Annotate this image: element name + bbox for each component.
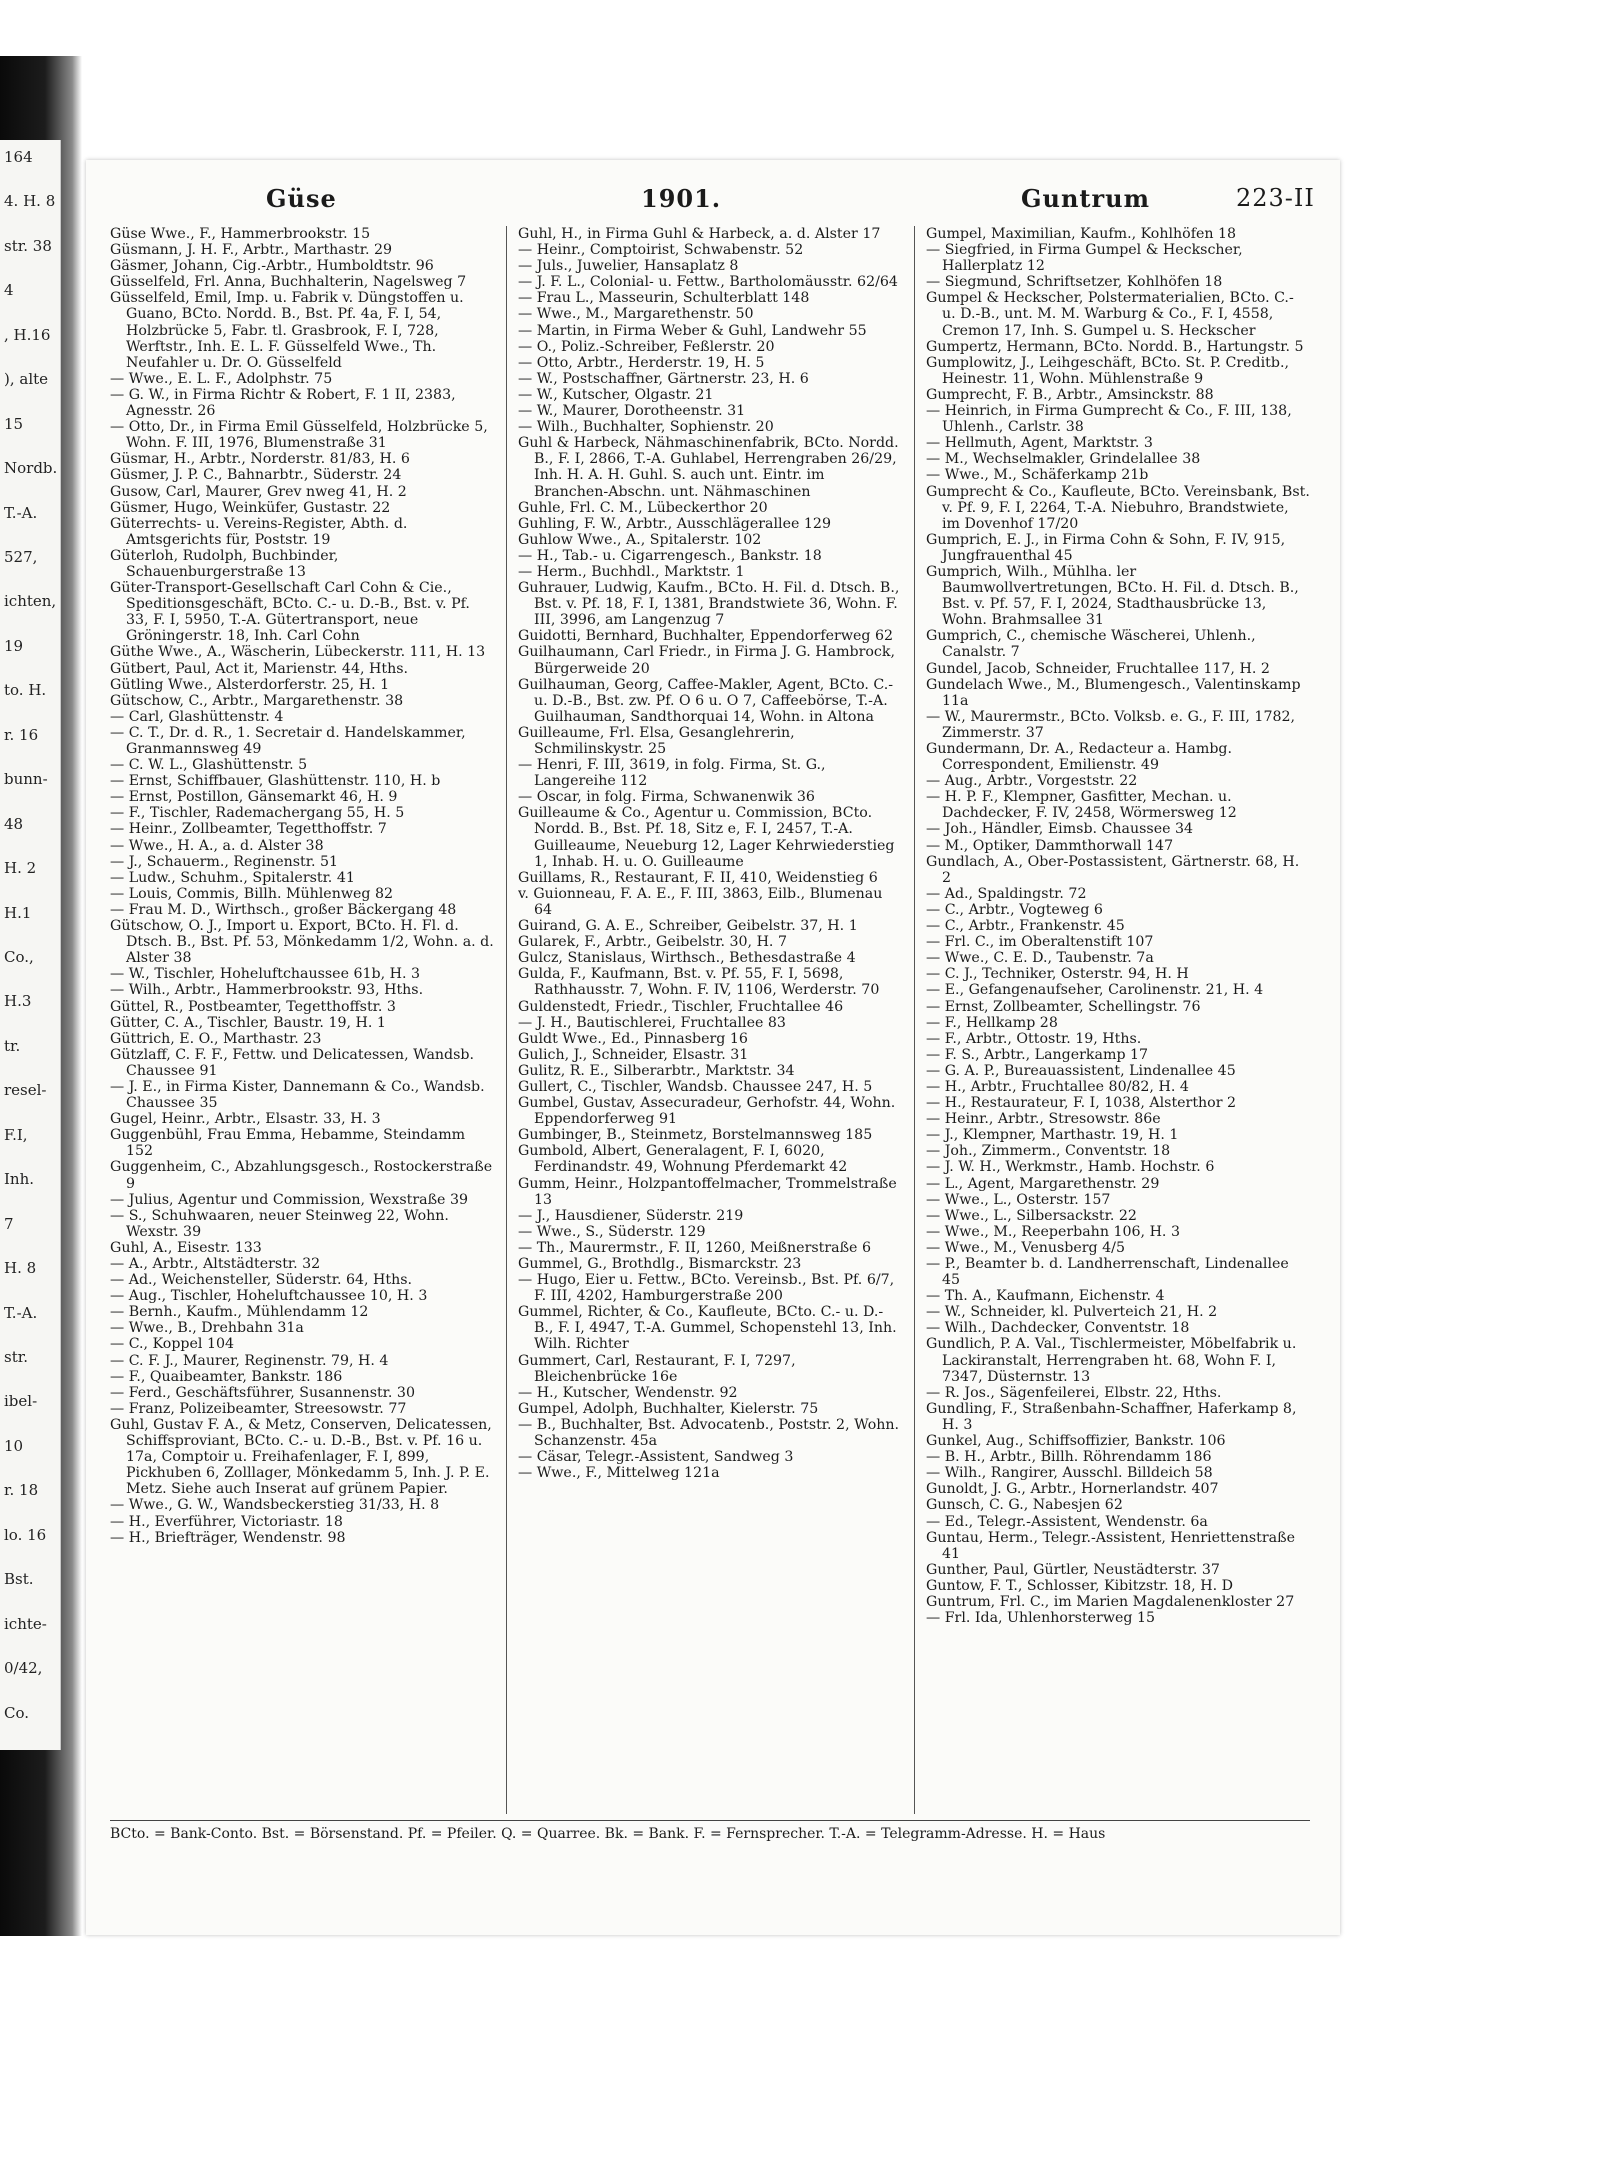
directory-entry: — C. J., Techniker, Osterstr. 94, H. H	[926, 966, 1189, 983]
directory-entry: — B., Buchhalter, Bst. Advocatenb., Poststr. 2, Wohn. Schanzenstr. 45a	[518, 1416, 900, 1450]
directory-entry: — Aug., Arbtr., Vorgeststr. 22	[926, 773, 1138, 790]
directory-entry: — Henri, F. III, 3619, in folg. Firma, St. G., Langereihe 112	[518, 757, 826, 790]
directory-entry: — Wwe., M., Venusberg 4/5	[926, 1239, 1125, 1256]
directory-entry: — Wwe., M., Reeperbahn 106, H. 3	[926, 1223, 1180, 1240]
directory-entry: Guntow, F. T., Schlosser, Kibitzstr. 18, H. D	[926, 1577, 1233, 1594]
directory-entry: — Ed., Telegr.-Assistent, Wendenstr. 6a	[926, 1513, 1208, 1530]
directory-entry: Gundlach, A., Ober-Postassistent, Gärtnerstr. 68, H. 2	[926, 853, 1300, 886]
directory-entry: Guhl, A., Eisestr. 133	[110, 1239, 262, 1256]
directory-entry: — C., Arbtr., Vogteweg 6	[926, 901, 1103, 918]
directory-entry: Güsmar, H., Arbtr., Norderstr. 81/83, H. 6	[110, 451, 410, 468]
directory-entry: — Wilh., Arbtr., Hammerbrookstr. 93, Hths.	[110, 982, 424, 999]
directory-entry: — Ad., Spaldingstr. 72	[926, 885, 1087, 902]
directory-entry: Guilhauman, Georg, Caffee-Makler, Agent, BCto. C.- u. D.-B., Bst. zw. Pf. O 6 u. O 7, Caffeebörse, T.-A. Guilhauman, Sandthorquai 14, Wohn. in Altona	[518, 676, 894, 725]
directory-entry: — Wilh., Rangirer, Ausschl. Billdeich 58	[926, 1465, 1213, 1482]
column-3	[926, 226, 1310, 1816]
directory-entry: — Th. A., Kaufmann, Eichenstr. 4	[926, 1288, 1165, 1305]
directory-entry: Güsselfeld, Frl. Anna, Buchhalterin, Nagelsweg 7	[110, 274, 467, 291]
directory-entry: Guilleaume & Co., Agentur u. Commission, BCto. Nordd. B., Bst. Pf. 18, Sitz e, F. I, 2457, T.-A. Guilleaume, Neueburg 12, Lager Kehrwiederstieg 1, Inhab. H. u. O. Guilleaume	[518, 805, 895, 870]
directory-entry: — C. T., Dr. d. R., 1. Secretair d. Handelskammer, Granmannsweg 49	[110, 724, 466, 757]
directory-entry: — S., Schuhwaaren, neuer Steinweg 22, Wohn. Wexstr. 39	[110, 1207, 449, 1240]
directory-entry: Gumpel, Maximilian, Kaufm., Kohlhöfen 18	[926, 226, 1237, 242]
directory-entry: Gummel, G., Brothdlg., Bismarckstr. 23	[518, 1256, 802, 1272]
previous-page-text: Bst.	[4, 1570, 34, 1589]
directory-entry: — Frl. Ida, Uhlenhorsterweg 15	[926, 1610, 1156, 1627]
directory-entry: Gulich, J., Schneider, Elsastr. 31	[518, 1046, 749, 1063]
directory-entry: — Franz, Polizeibeamter, Streesowstr. 77	[110, 1400, 407, 1417]
directory-entry: Gützlaff, C. F. F., Fettw. und Delicatessen, Wandsb. Chaussee 91	[110, 1046, 474, 1079]
previous-page-text: lo. 16	[4, 1525, 47, 1544]
directory-entry: — Hugo, Eier u. Fettw., BCto. Vereinsb., Bst. Pf. 6/7, F. III, 4202, Hamburgerstraße 200	[518, 1272, 895, 1305]
directory-entry: — Frau M. D., Wirthsch., großer Bäckergang 48	[110, 901, 457, 918]
directory-entry: — Wwe., M., Margarethenstr. 50	[518, 306, 754, 323]
directory-entry: Guggenheim, C., Abzahlungsgesch., Rostockerstraße 9	[110, 1159, 493, 1192]
directory-entry: Guhling, F. W., Arbtr., Ausschlägerallee 129	[518, 515, 831, 532]
directory-entry: — E., Gefangenaufseher, Carolinenstr. 21, H. 4	[926, 982, 1264, 999]
previous-page-text: 7	[4, 1214, 14, 1233]
directory-entry: — C., Koppel 104	[110, 1336, 235, 1353]
directory-entry: — O., Poliz.-Schreiber, Feßlerstr. 20	[518, 338, 775, 355]
directory-entry: — Wwe., F., Mittelweg 121a	[518, 1465, 720, 1482]
directory-entry: — J., Klempner, Marthastr. 19, H. 1	[926, 1127, 1179, 1144]
abbreviation-legend: BCto. = Bank-Conto. Bst. = Börsenstand. Pf. = Pfeiler. Q. = Quarree. Bk. = Bank. F. = Fernsprecher. T.-A. = Telegramm-Adresse. H. = Haus	[110, 1826, 1106, 1842]
directory-entry: — L., Agent, Margarethenstr. 29	[926, 1175, 1160, 1192]
directory-entry: Guhl & Harbeck, Nähmaschinenfabrik, BCto. Nordd. B., F. I, 2866, T.-A. Guhlabel, Herrengraben 26/29, Inh. H. A. H. Guhl. S. auch unt. Eintr. im Branchen-Abschn. unt. Nähmaschinen	[518, 435, 899, 500]
directory-entry: Gunther, Paul, Gürtler, Neustädterstr. 37	[926, 1561, 1220, 1578]
directory-entry: — J. F. L., Colonial- u. Fettw., Bartholomäusstr. 62/64	[518, 274, 898, 291]
directory-entry: — Wwe., L., Silbersackstr. 22	[926, 1207, 1137, 1224]
directory-entry: — Ferd., Geschäftsführer, Susannenstr. 30	[110, 1384, 415, 1401]
directory-entry: — F., Tischler, Rademachergang 55, H. 5	[110, 805, 405, 822]
directory-entry: Güttrich, E. O., Marthastr. 23	[110, 1030, 322, 1047]
directory-entry: Gumprich, E. J., in Firma Cohn & Sohn, F. IV, 915, Jungfrauenthal 45	[926, 531, 1286, 564]
directory-entry: — W., Tischler, Hoheluftchaussee 61b, H. 3	[110, 966, 421, 983]
directory-entry: — H., Kutscher, Wendenstr. 92	[518, 1384, 738, 1401]
directory-entry: Guhl, Gustav F. A., & Metz, Conserven, Delicatessen, Schiffsproviant, BCto. C.- u. D.-B., Bst. v. Pf. 16 u. 17a, Comptoir u. Freihafenlager, F. I, 899, Pickhuben 6, Zolllager, Mönkedamm 5, Inh. J. P. E. Metz. Siehe auch Inserat auf grünem Papier.	[110, 1416, 492, 1498]
previous-page-text: , H.16	[4, 325, 51, 344]
directory-entry: — Ad., Weichensteller, Süderstr. 64, Hths.	[110, 1272, 413, 1289]
previous-page-text: F.I,	[4, 1125, 28, 1144]
previous-page-text: 164	[4, 148, 33, 166]
previous-page-text: str. 38	[4, 236, 52, 255]
directory-entry: Guntau, Herm., Telegr.-Assistent, Henriettenstraße 41	[926, 1529, 1295, 1562]
directory-entry: — C. W. L., Glashüttenstr. 5	[110, 757, 308, 774]
directory-entry: — Siegmund, Schriftsetzer, Kohlhöfen 18	[926, 274, 1223, 291]
directory-entry: — J. W. H., Werkmstr., Hamb. Hochstr. 6	[926, 1159, 1215, 1176]
directory-entry: Gütter, C. A., Tischler, Baustr. 19, H. 1	[110, 1014, 386, 1031]
directory-entry: Güttel, R., Postbeamter, Tegetthoffstr. 3	[110, 998, 396, 1015]
directory-entry: Guilhaumann, Carl Friedr., in Firma J. G. Hambrock, Bürgerweide 20	[518, 644, 895, 677]
directory-entry: — Cäsar, Telegr.-Assistent, Sandweg 3	[518, 1449, 794, 1466]
directory-entry: Guhlow Wwe., A., Spitalerstr. 102	[518, 531, 762, 548]
directory-entry: — F., Arbtr., Ottostr. 19, Hths.	[926, 1030, 1142, 1047]
directory-entry: Güter-Transport-Gesellschaft Carl Cohn & Cie., Speditionsgeschäft, BCto. C.- u. D.-B., Bst. v. Pf. 33, F. I, 5950, T.-A. Gütertransport, neue Gröningerstr. 18, Inh. Carl Cohn	[110, 580, 470, 645]
directory-entry: — W., Schneider, kl. Pulverteich 21, H. 2	[926, 1304, 1218, 1321]
directory-entry: Gütling Wwe., Alsterdorferstr. 25, H. 1	[110, 676, 390, 693]
directory-entry: Güsselfeld, Emil, Imp. u. Fabrik v. Düngstoffen u. Guano, BCto. Nordd. B., Bst. Pf. 4a, F. I, 54, Holzbrücke 5, Fabr. tl. Grasbrook, F. I, 728, Werftstr., Inh. E. L. F. Güsselfeld Wwe., Th. Neufahler u. Dr. O. Güsselfeld	[110, 290, 464, 371]
directory-entry: — H., Everführer, Victoriastr. 18	[110, 1513, 343, 1530]
directory-entry: — Aug., Tischler, Hoheluftchaussee 10, H. 3	[110, 1288, 428, 1305]
directory-entry: — J., Schauerm., Reginenstr. 51	[110, 853, 339, 870]
directory-entry: Gütbert, Paul, Act it, Marienstr. 44, Hths.	[110, 660, 409, 677]
directory-entry: — M., Optiker, Dammthorwall 147	[926, 837, 1174, 854]
previous-page-fragment	[0, 140, 61, 1750]
footer-divider	[110, 1820, 1310, 1821]
previous-page-text: 48	[4, 814, 24, 833]
directory-entry: Gusow, Carl, Maurer, Grev nweg 41, H. 2	[110, 483, 407, 500]
page-header	[86, 184, 1340, 224]
directory-entry: Gumprich, C., chemische Wäscherei, Uhlenh., Canalstr. 7	[926, 628, 1256, 661]
directory-entry: — Carl, Glashüttenstr. 4	[110, 708, 284, 725]
directory-entry: — Ernst, Schiffbauer, Glashüttenstr. 110, H. b	[110, 773, 441, 790]
directory-entry: — Joh., Zimmerm., Conventstr. 18	[926, 1143, 1171, 1160]
directory-entry: Gumpel, Adolph, Buchhalter, Kielerstr. 75	[518, 1400, 819, 1417]
directory-entry: — Wwe., S., Süderstr. 129	[518, 1223, 706, 1240]
directory-entry: Gumplowitz, J., Leihgeschäft, BCto. St. P. Creditb., Heinestr. 11, Wohn. Mühlenstraße 9	[926, 354, 1289, 387]
directory-entry: Gundling, F., Straßenbahn-Schaffner, Haferkamp 8, H. 3	[926, 1400, 1297, 1433]
directory-entry: — C., Arbtr., Frankenstr. 45	[926, 918, 1125, 935]
directory-entry: — W., Maurer, Dorotheenstr. 31	[518, 403, 746, 420]
page-number: 223-II	[1236, 184, 1315, 212]
directory-entry: Gulitz, R. E., Silberarbtr., Marktstr. 34	[518, 1062, 795, 1079]
directory-entry: Gundlich, P. A. Val., Tischlermeister, Möbelfabrik u. Lackiranstalt, Herrengraben ht. 68, Wohn F. I, 7347, Düsternstr. 13	[926, 1336, 1297, 1385]
previous-page-text: H.1	[4, 903, 32, 922]
directory-entry: — Julius, Agentur und Commission, Wexstraße 39	[110, 1191, 469, 1208]
directory-entry: — H., Tab.- u. Cigarrengesch., Bankstr. 18	[518, 547, 822, 564]
directory-entry: Güse Wwe., F., Hammerbrookstr. 15	[110, 226, 371, 242]
directory-entry: Gunsch, C. G., Nabesjen 62	[926, 1497, 1123, 1514]
directory-entry: — J. H., Bautischlerei, Fruchtallee 83	[518, 1014, 786, 1031]
directory-entry: Gumpertz, Hermann, BCto. Nordd. B., Hartungstr. 5	[926, 338, 1304, 355]
directory-entry: — B. H., Arbtr., Billh. Röhrendamm 186	[926, 1449, 1212, 1466]
directory-entry: — A., Arbtr., Altstädterstr. 32	[110, 1256, 321, 1272]
directory-entry: Gunkel, Aug., Schiffsoffizier, Bankstr. 106	[926, 1433, 1226, 1450]
directory-entry: Guillams, R., Restaurant, F. II, 410, Weidenstieg 6	[518, 869, 878, 886]
directory-entry: — Louis, Commis, Billh. Mühlenweg 82	[110, 885, 394, 902]
directory-entry: — W., Kutscher, Olgastr. 21	[518, 386, 714, 403]
directory-entry: Guggenbühl, Frau Emma, Hebamme, Steindamm 152	[110, 1127, 466, 1160]
directory-entry: Guldenstedt, Friedr., Tischler, Fruchtallee 46	[518, 998, 844, 1015]
directory-entry: Güthe Wwe., A., Wäscherin, Lübeckerstr. 111, H. 13	[110, 644, 486, 661]
previous-page-text: 4. H. 8	[4, 192, 56, 211]
directory-entry: — J. E., in Firma Kister, Dannemann & Co., Wandsb. Chaussee 35	[110, 1078, 485, 1112]
directory-entry: — Wilh., Buchhalter, Sophienstr. 20	[518, 419, 774, 436]
directory-entry: Guntrum, Frl. C., im Marien Magdalenenkloster 27	[926, 1593, 1295, 1610]
directory-entry: — F., Quaibeamter, Bankstr. 186	[110, 1368, 343, 1385]
directory-entry: — Ernst, Zollbeamter, Schellingstr. 76	[926, 998, 1201, 1015]
header-left-keyword: Güse	[266, 184, 337, 213]
directory-entry: — Wilh., Dachdecker, Conventstr. 18	[926, 1320, 1190, 1337]
directory-entry: Gulda, F., Kaufmann, Bst. v. Pf. 55, F. I, 5698, Rathhausstr. 7, Wohn. F. IV, 1106, Werderstr. 70	[518, 966, 880, 999]
directory-entry: v. Guionneau, F. A. E., F. III, 3863, Eilb., Blumenau 64	[518, 885, 883, 918]
directory-entry: Guidotti, Bernhard, Buchhalter, Eppendorferweg 62	[518, 628, 894, 645]
directory-entry: Gullert, C., Tischler, Wandsb. Chaussee 247, H. 5	[518, 1078, 873, 1095]
previous-page-text: T.-A.	[4, 503, 38, 522]
directory-entry: — Wwe., C. E. D., Taubenstr. 7a	[926, 950, 1154, 967]
directory-entry: — Wwe., G. W., Wandsbeckerstieg 31/33, H. 8	[110, 1497, 440, 1514]
previous-page-text: str.	[4, 1348, 29, 1366]
previous-page-text: 15	[4, 414, 24, 433]
directory-entry: Gumpel & Heckscher, Polstermaterialien, BCto. C.- u. D.-B., unt. M. M. Warburg & Co., F. I, 4558, Cremon 17, Inh. S. Gumpel u. S. Heckscher	[926, 290, 1294, 339]
previous-page-text: r. 16	[4, 725, 39, 744]
directory-entry: Gütschow, C., Arbtr., Margarethenstr. 38	[110, 692, 404, 709]
directory-entry: — G. A. P., Bureauassistent, Lindenallee 45	[926, 1062, 1236, 1079]
previous-page-text: 4	[4, 281, 14, 300]
directory-entry: Güterloh, Rudolph, Buchbinder, Schauenburgerstraße 13	[110, 547, 339, 580]
directory-entry: Güsmer, Hugo, Weinküfer, Gustastr. 22	[110, 499, 391, 516]
directory-entry: — J., Hausdiener, Süderstr. 219	[518, 1207, 744, 1224]
column-2	[518, 226, 902, 1816]
directory-entry: — W., Maurermstr., BCto. Volksb. e. G., F. III, 1782, Zimmerstr. 37	[926, 708, 1296, 741]
directory-entry: — Ernst, Postillon, Gänsemarkt 46, H. 9	[110, 789, 398, 806]
directory-entry: — P., Beamter b. d. Landherrenschaft, Lindenallee 45	[926, 1256, 1289, 1289]
directory-entry: — Wwe., M., Schäferkamp 21b	[926, 467, 1149, 484]
directory-entry: Gumprich, Wilh., Mühlha. ler Baumwollvertretungen, BCto. H. Fil. d. Dtsch. B., Bst. v. Pf. 57, F. I, 2024, Stadthausbrücke 13, Wohn. Brahmsallee 31	[926, 563, 1299, 629]
directory-entry: Gularek, F., Arbtr., Geibelstr. 30, H. 7	[518, 934, 787, 951]
directory-entry: Guilleaume, Frl. Elsa, Gesanglehrerin, Schmilinskystr. 25	[518, 724, 795, 757]
header-right-keyword: Guntrum	[1021, 184, 1150, 213]
directory-entry: — Heinr., Arbtr., Stresowstr. 86e	[926, 1111, 1161, 1128]
directory-entry: Gumprecht, F. B., Arbtr., Amsinckstr. 88	[926, 386, 1214, 403]
directory-entry: Gütschow, O. J., Import u. Export, BCto. H. Fl. d. Dtsch. B., Bst. Pf. 53, Mönkedamm 1/2, Wohn. a. d. Alster 38	[110, 918, 494, 967]
directory-entry: Gummel, Richter, & Co., Kaufleute, BCto. C.- u. D.-B., F. I, 4947, T.-A. Gummel, Schopenstehl 13, Inh. Wilh. Richter	[518, 1304, 897, 1353]
directory-entry: — Bernh., Kaufm., Mühlendamm 12	[110, 1304, 369, 1321]
directory-entry: — R. Jos., Sägenfeilerei, Elbstr. 22, Hths.	[926, 1384, 1222, 1401]
directory-entry: — H., Arbtr., Fruchtallee 80/82, H. 4	[926, 1078, 1189, 1095]
directory-entry: Gundelach Wwe., M., Blumengesch., Valentinskamp 11a	[926, 676, 1301, 709]
directory-entry: Gundermann, Dr. A., Redacteur a. Hambg. Correspondent, Emilienstr. 49	[926, 741, 1232, 774]
previous-page-text: Co.	[4, 1703, 30, 1722]
directory-entry: — Otto, Arbtr., Herderstr. 19, H. 5	[518, 354, 765, 371]
directory-entry: Gäsmer, Johann, Cig.-Arbtr., Humboldtstr. 96	[110, 258, 434, 275]
directory-entry: — Heinrich, in Firma Gumprecht & Co., F. III, 138, Uhlenh., Carlstr. 38	[926, 403, 1292, 436]
directory-entry: — H., Briefträger, Wendenstr. 98	[110, 1529, 346, 1546]
directory-entry: Gummert, Carl, Restaurant, F. I, 7297, Bleichenbrücke 16e	[518, 1352, 796, 1385]
directory-entry: — W., Postschaffner, Gärtnerstr. 23, H. 6	[518, 370, 809, 387]
previous-page-text: H.3	[4, 992, 32, 1011]
header-year: 1901.	[641, 184, 722, 213]
directory-entry: Güterrechts- u. Vereins-Register, Abth. d. Amtsgerichts für, Poststr. 19	[110, 515, 408, 548]
directory-entry: — Frl. C., im Oberaltenstift 107	[926, 934, 1154, 951]
directory-entry: — Hellmuth, Agent, Marktstr. 3	[926, 435, 1153, 452]
directory-entry: Gumprecht & Co., Kaufleute, BCto. Vereinsbank, Bst. v. Pf. 9, F. I, 2264, T.-A. Niebuhro, Brandstwiete, im Dovenhof 17/20	[926, 483, 1310, 532]
previous-page-text: resel-	[4, 1081, 47, 1100]
directory-entry: Gundel, Jacob, Schneider, Fruchtallee 117, H. 2	[926, 660, 1270, 677]
previous-page-text: 527,	[4, 548, 38, 566]
previous-page-text: Co.,	[4, 948, 34, 966]
previous-page-text: 0/42,	[4, 1659, 43, 1678]
directory-entry: — F. S., Arbtr., Langerkamp 17	[926, 1046, 1149, 1063]
previous-page-text: ), alte	[4, 370, 49, 389]
previous-page-text: T.-A.	[4, 1303, 38, 1322]
directory-entry: — Wwe., H. A., a. d. Alster 38	[110, 837, 324, 854]
previous-page-text: bunn-	[4, 770, 48, 789]
directory-entry: — Herm., Buchhdl., Marktstr. 1	[518, 563, 745, 580]
previous-page-text: tr.	[4, 1036, 21, 1055]
previous-page-text: ichten,	[4, 592, 57, 611]
previous-page-text: H. 2	[4, 859, 37, 878]
previous-page-text: Inh.	[4, 1170, 35, 1189]
directory-entry: — Heinr., Zollbeamter, Tegetthoffstr. 7	[110, 821, 387, 838]
directory-entry: — C. F. J., Maurer, Reginenstr. 79, H. 4	[110, 1352, 389, 1369]
directory-entry: Guhrauer, Ludwig, Kaufm., BCto. H. Fil. d. Dtsch. B., Bst. v. Pf. 18, F. I, 1381, Brandstwiete 36, Wohn. F. III, 3996, am Langenzug 7	[518, 580, 900, 629]
directory-entry: — Wwe., B., Drehbahn 31a	[110, 1320, 304, 1337]
directory-entry: Guhle, Frl. C. M., Lübeckerthor 20	[518, 499, 768, 516]
directory-page	[86, 160, 1340, 1935]
directory-entry: — Frau L., Masseurin, Schulterblatt 148	[518, 290, 810, 307]
previous-page-text: ibel-	[4, 1392, 38, 1411]
directory-entry: — Juls., Juwelier, Hansaplatz 8	[518, 258, 739, 275]
directory-entry: — Ludw., Schuhm., Spitalerstr. 41	[110, 869, 355, 886]
directory-entry: Gulcz, Stanislaus, Wirthsch., Bethesdastraße 4	[518, 950, 856, 967]
directory-entry: Gumbold, Albert, Generalagent, F. I, 6020, Ferdinandstr. 49, Wohnung Pferdemarkt 42	[518, 1143, 848, 1176]
directory-entry: — M., Wechselmakler, Grindelallee 38	[926, 451, 1201, 468]
previous-page-text: Nordb.	[4, 459, 58, 478]
directory-entry: — Heinr., Comptoirist, Schwabenstr. 52	[518, 242, 804, 259]
directory-entry: Gumbinger, B., Steinmetz, Borstelmannsweg 185	[518, 1127, 873, 1144]
directory-entry: Güsmer, J. P. C., Bahnarbtr., Süderstr. 24	[110, 467, 402, 484]
column-divider	[914, 226, 915, 1814]
directory-entry: — Martin, in Firma Weber & Guhl, Landwehr 55	[518, 322, 867, 339]
previous-page-text: to. H.	[4, 681, 47, 700]
directory-entry: — Oscar, in folg. Firma, Schwanenwik 36	[518, 789, 815, 806]
directory-entry: Gumbel, Gustav, Assecuradeur, Gerhofstr. 44, Wohn. Eppendorferweg 91	[518, 1095, 896, 1128]
directory-entry: Gumm, Heinr., Holzpantoffelmacher, Trommelstraße 13	[518, 1175, 897, 1208]
directory-entry: — G. W., in Firma Richtr & Robert, F. 1 II, 2383, Agnesstr. 26	[110, 386, 456, 420]
previous-page-text: 10	[4, 1436, 24, 1455]
directory-entry: — F., Hellkamp 28	[926, 1014, 1058, 1031]
directory-entry: — Joh., Händler, Eimsb. Chaussee 34	[926, 821, 1194, 838]
previous-page-text: r. 18	[4, 1481, 39, 1500]
previous-page-text: ichte-	[4, 1614, 47, 1633]
directory-entry: — Th., Maurermstr., F. II, 1260, Meißnerstraße 6	[518, 1239, 871, 1256]
directory-entry: — Wwe., L., Osterstr. 157	[926, 1191, 1111, 1208]
directory-entry: — Wwe., E. L. F., Adolphstr. 75	[110, 370, 333, 387]
directory-entry: — H. P. F., Klempner, Gasfitter, Mechan. u. Dachdecker, F. IV, 2458, Wörmersweg 12	[926, 789, 1237, 822]
directory-entry: — H., Restaurateur, F. I, 1038, Alsterthor 2	[926, 1095, 1237, 1112]
previous-page-text: 19	[4, 636, 24, 655]
directory-entry: Guhl, H., in Firma Guhl & Harbeck, a. d. Alster 17	[518, 226, 881, 242]
previous-page-text: H. 8	[4, 1259, 37, 1278]
column-1	[110, 226, 494, 1816]
directory-entry: — Siegfried, in Firma Gumpel & Heckscher, Hallerplatz 12	[926, 242, 1243, 275]
column-divider	[506, 226, 507, 1814]
directory-entry: Guldt Wwe., Ed., Pinnasberg 16	[518, 1030, 748, 1047]
directory-entry: — Otto, Dr., in Firma Emil Güsselfeld, Holzbrücke 5, Wohn. F. III, 1976, Blumenstraße 31	[110, 419, 488, 452]
directory-entry: Güsmann, J. H. F., Arbtr., Marthastr. 29	[110, 242, 393, 259]
directory-entry: Gugel, Heinr., Arbtr., Elsastr. 33, H. 3	[110, 1111, 381, 1128]
directory-entry: Gunoldt, J. G., Arbtr., Hornerlandstr. 407	[926, 1481, 1219, 1498]
directory-entry: Guirand, G. A. E., Schreiber, Geibelstr. 37, H. 1	[518, 918, 858, 935]
